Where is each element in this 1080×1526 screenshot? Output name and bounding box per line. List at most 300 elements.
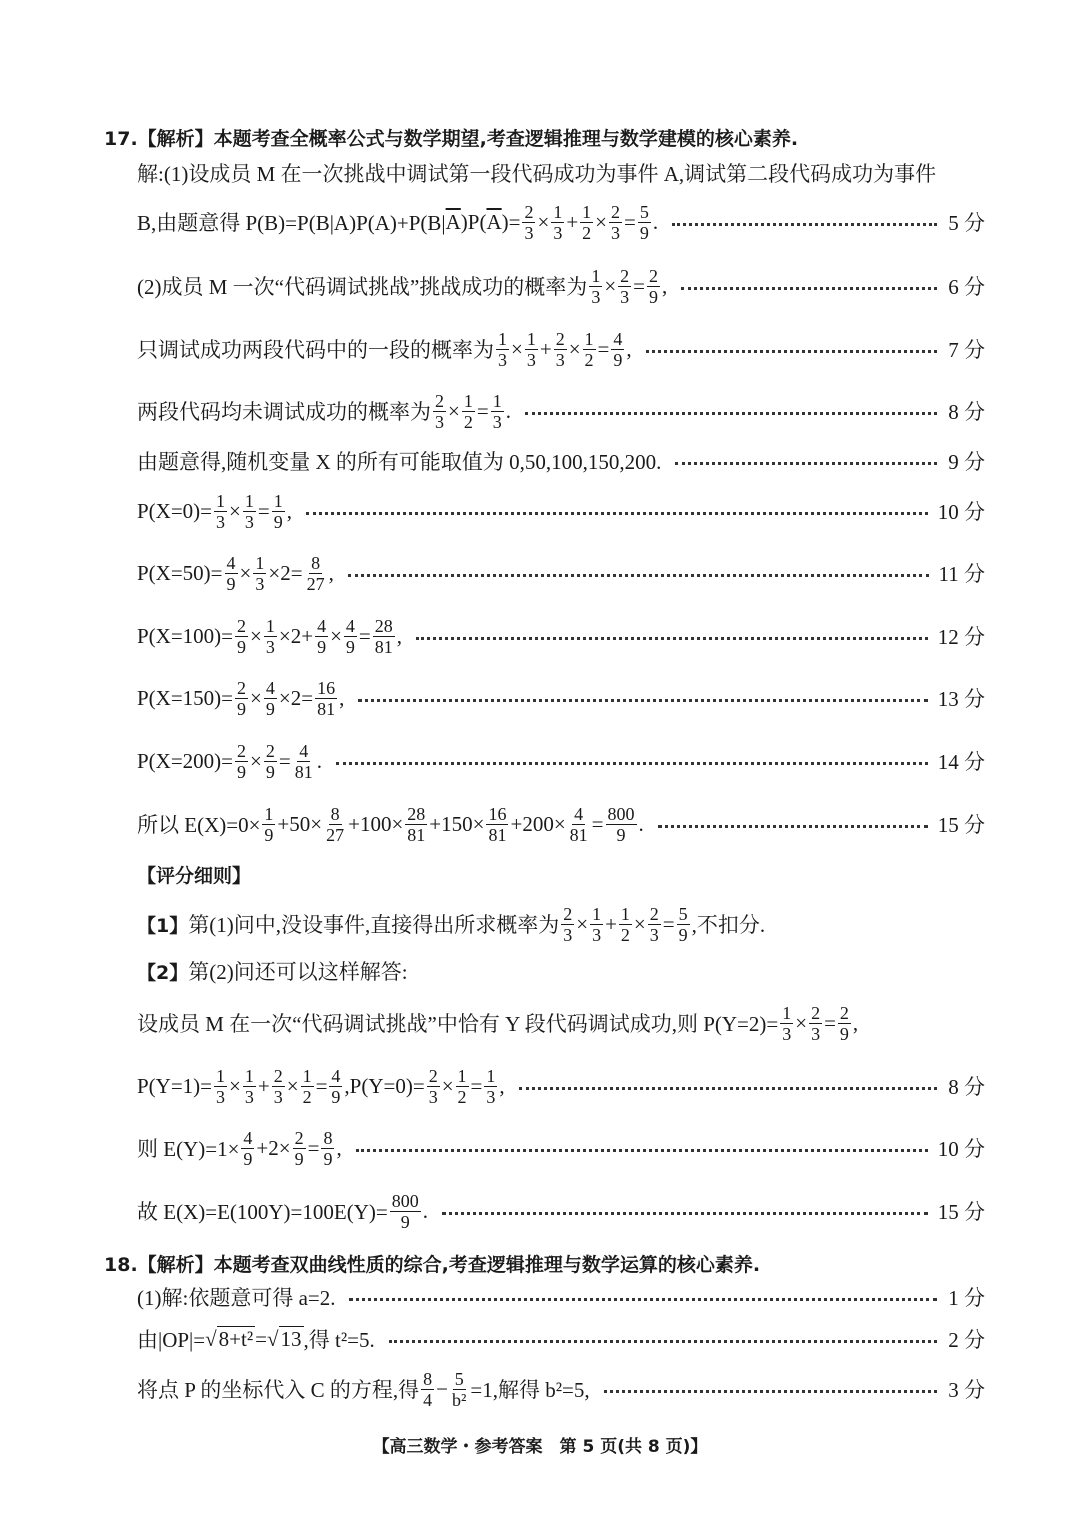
answer-line — [137, 324, 985, 374]
text-segment: P(X=100)= — [137, 623, 234, 648]
numerator: 1 — [620, 903, 630, 924]
text-segment: 所以 E(X)=0× — [137, 813, 261, 837]
text-segment: . — [638, 811, 644, 836]
dotted-leader — [348, 574, 929, 577]
denominator: 3 — [498, 349, 507, 370]
numerator: 1 — [486, 1065, 496, 1086]
text-segment: ×2+ — [278, 623, 314, 648]
denominator: 3 — [486, 1086, 496, 1107]
denominator: 9 — [613, 349, 623, 370]
answer-line — [137, 799, 985, 849]
denominator: 3 — [620, 286, 630, 307]
text-segment: =1,解得 b²=5, — [470, 1378, 590, 1402]
numerator: 5 — [454, 1368, 464, 1389]
fraction — [344, 616, 357, 657]
text-segment: × — [229, 498, 241, 523]
numerator: 2 — [839, 1002, 849, 1023]
denominator: 3 — [216, 511, 226, 532]
fraction — [580, 202, 593, 243]
numerator: 2 — [649, 903, 659, 924]
score-label: 10 分 — [937, 500, 985, 524]
denominator: 81 — [488, 824, 507, 845]
line-content — [137, 446, 661, 476]
score-label: 1 分 — [948, 1286, 985, 1310]
denominator: 9 — [264, 824, 274, 845]
line-content — [137, 678, 344, 719]
denominator: 3 — [563, 924, 573, 945]
text-segment: 设成员 M 在一次“代码调试挑战”中恰有 Y 段代码调试成功,则 P(Y=2)= — [137, 1012, 779, 1036]
fraction — [235, 678, 248, 719]
text-segment: − — [436, 1376, 448, 1401]
fraction — [450, 1369, 468, 1410]
text-segment: , — [626, 336, 632, 361]
line-content — [137, 1003, 858, 1044]
line-content — [104, 124, 798, 151]
text-segment: 两段代码均未调试成功的概率为 — [137, 400, 431, 424]
text-segment: = — [662, 911, 675, 936]
denominator: 9 — [226, 573, 236, 594]
fraction — [554, 329, 567, 370]
fraction — [264, 678, 277, 719]
line-content — [137, 741, 322, 782]
numerator: 1 — [584, 328, 594, 349]
denominator: 2 — [463, 411, 473, 432]
text-segment: = — [476, 398, 489, 423]
text-segment: , — [396, 623, 402, 648]
denominator: 2 — [457, 1086, 467, 1107]
denominator: 9 — [237, 636, 247, 657]
bold-label: 【评分细则】 — [137, 864, 252, 887]
answer-line — [137, 261, 985, 311]
score-label: 15 分 — [937, 813, 985, 837]
text-segment: , — [852, 1010, 859, 1035]
text-segment: = — [624, 209, 636, 234]
numerator: 28 — [407, 803, 426, 824]
text-segment: = — [307, 1135, 320, 1160]
fraction — [648, 904, 661, 945]
text-segment: + — [539, 336, 552, 361]
text-segment: × — [330, 623, 342, 648]
answer-line — [137, 1186, 985, 1236]
numerator: 2 — [294, 1127, 304, 1148]
line-content — [137, 553, 334, 594]
numerator: 5 — [639, 201, 649, 222]
numerator: 1 — [216, 1065, 226, 1086]
denominator: 9 — [345, 636, 355, 657]
answer-line — [137, 1123, 985, 1173]
denominator: 3 — [216, 1086, 226, 1107]
denominator: 81 — [317, 698, 336, 719]
fraction — [214, 1066, 227, 1107]
line-content — [137, 1324, 375, 1354]
numerator: 1 — [492, 390, 502, 411]
fraction — [583, 329, 596, 370]
fraction — [329, 1066, 342, 1107]
text-segment: × — [795, 1010, 808, 1035]
text-segment: × — [576, 911, 589, 936]
fraction — [243, 491, 256, 532]
fraction — [264, 741, 277, 782]
fraction — [241, 1128, 254, 1169]
answer-line — [137, 1061, 985, 1111]
text-segment: 17.【解析】本题考查全概率公式与数学期望,考查逻辑推理与数学建模的核心素养. — [104, 127, 799, 150]
line-content — [137, 329, 632, 370]
denominator: 2 — [584, 349, 594, 370]
answer-line — [137, 1314, 985, 1364]
text-segment: . — [422, 1198, 428, 1223]
fraction — [324, 804, 346, 845]
fraction — [638, 202, 651, 243]
text-segment: × — [250, 685, 262, 710]
denominator: 81 — [569, 824, 588, 845]
numerator: 1 — [244, 490, 254, 511]
text-segment: + — [605, 911, 617, 936]
text-segment: +2× — [256, 1135, 291, 1160]
text-segment: = — [255, 1326, 267, 1351]
denominator: 3 — [428, 1086, 438, 1107]
score-label: 11 分 — [938, 562, 985, 586]
fraction — [315, 616, 328, 657]
line-content — [137, 491, 292, 532]
numerator: 2 — [435, 390, 444, 411]
answer-line — [137, 946, 985, 996]
denominator: 3 — [526, 349, 536, 370]
fraction — [618, 266, 631, 307]
fraction — [462, 391, 475, 432]
radical-sign-icon: √ — [205, 1326, 217, 1351]
denominator: 9 — [237, 698, 247, 719]
text-segment: = — [278, 748, 291, 773]
denominator: 3 — [555, 349, 565, 370]
text-segment: 第(1)问中,没设事件,直接得出所求概率为 — [188, 913, 560, 937]
numerator: 8 — [423, 1368, 433, 1389]
denominator: 9 — [265, 698, 275, 719]
denominator: 4 — [423, 1389, 433, 1410]
answer-line — [137, 386, 985, 436]
denominator: 3 — [492, 411, 502, 432]
dotted-leader — [519, 1087, 937, 1090]
line-content — [137, 1191, 428, 1232]
text-segment: P(X=150)= — [137, 685, 234, 710]
denominator: 9 — [678, 924, 688, 945]
denominator: 27 — [326, 824, 345, 845]
line-content — [137, 861, 251, 888]
text-segment: = — [591, 811, 604, 836]
numerator: 2 — [273, 1065, 283, 1086]
line-content — [137, 158, 985, 188]
text-segment: P(X=0)= — [137, 498, 213, 523]
answer-line — [137, 1364, 985, 1414]
numerator: 1 — [526, 328, 536, 349]
denominator: 3 — [611, 222, 621, 243]
denominator: 3 — [782, 1023, 792, 1044]
numerator: 2 — [811, 1002, 821, 1023]
text-segment: 解:(1)设成员 M 在一次挑战中调试第一段代码成功为事件 A,调试第二段代码成功为事件 — [137, 162, 937, 186]
text-segment: 由题意得,随机变量 X 的所有可能取值为 0,50,100,150,200. — [137, 450, 662, 474]
text-segment: × — [448, 398, 460, 423]
text-segment: × — [250, 748, 262, 773]
numerator: 1 — [216, 490, 226, 511]
fraction — [373, 616, 395, 657]
text-segment: (2)成员 M 一次“代码调试挑战”挑战成功的概率为 — [137, 275, 588, 299]
text-segment: . — [652, 209, 659, 234]
text-segment: ,不扣分. — [691, 913, 766, 937]
denominator: 9 — [331, 1086, 341, 1107]
text-segment: × — [286, 1073, 299, 1098]
text-segment: 将点 P 的坐标代入 C 的方程,得 — [137, 1378, 420, 1402]
numerator: 2 — [237, 740, 247, 761]
text-segment: = — [470, 1073, 483, 1098]
denominator: 9 — [649, 286, 658, 307]
line-content — [137, 616, 402, 657]
text-segment: = — [358, 623, 371, 648]
denominator: 9 — [317, 636, 327, 657]
dotted-leader — [306, 512, 928, 515]
numerator: 1 — [265, 615, 275, 636]
fraction — [405, 804, 427, 845]
numerator: 1 — [255, 552, 265, 573]
denominator: 3 — [273, 1086, 283, 1107]
numerator: 4 — [299, 740, 309, 761]
numerator: 1 — [498, 328, 507, 349]
text-segment: (1)解:依题意可得 a=2. — [137, 1286, 336, 1310]
text-segment: 故 E(X)=E(100Y)=100E(Y)= — [137, 1200, 388, 1224]
square-root — [205, 1326, 255, 1352]
answer-line — [137, 611, 985, 661]
dotted-leader — [675, 462, 937, 465]
text-segment: 只调试成功两段代码中的一段的概率为 — [137, 338, 494, 362]
denominator: 9 — [616, 824, 626, 845]
text-segment: . — [316, 748, 322, 773]
numerator: 1 — [302, 1065, 312, 1086]
denominator: 3 — [265, 636, 275, 657]
numerator: 1 — [244, 1065, 254, 1086]
denominator: 81 — [294, 761, 313, 782]
line-content — [137, 1282, 335, 1312]
text-segment: +200× — [510, 811, 566, 836]
text-segment: 18.【解析】本题考查双曲线性质的综合,考查逻辑推理与数学运算的核心素养. — [104, 1253, 761, 1276]
numerator: 800 — [607, 803, 635, 824]
answer-line — [137, 899, 985, 949]
bold-label: 【1】 — [137, 914, 189, 937]
text-segment: , — [328, 560, 334, 585]
dotted-leader — [646, 350, 937, 353]
denominator: 3 — [592, 924, 602, 945]
overline-symbol: $\overline{A}$ — [445, 209, 461, 234]
denominator: 27 — [306, 573, 325, 594]
text-segment: × — [595, 209, 608, 234]
text-segment: P(X=200)= — [137, 748, 234, 773]
dotted-leader — [604, 1390, 937, 1393]
text-segment: × — [604, 273, 617, 298]
line-content — [137, 266, 667, 307]
numerator: 1 — [592, 903, 602, 924]
radicand: 13 — [280, 1327, 302, 1351]
radical-sign-icon: √ — [266, 1326, 279, 1351]
fraction — [496, 329, 509, 370]
score-label: 12 分 — [937, 625, 985, 649]
numerator: 2 — [237, 677, 247, 698]
fraction — [606, 804, 637, 845]
numerator: 1 — [264, 803, 274, 824]
numerator: 16 — [488, 803, 507, 824]
fraction — [589, 266, 602, 307]
text-segment: = — [633, 273, 645, 298]
fraction — [214, 491, 227, 532]
score-label: 15 分 — [937, 1200, 985, 1224]
numerator: 2 — [428, 1065, 438, 1086]
denominator: 9 — [265, 761, 275, 782]
text-segment: . — [505, 398, 511, 423]
numerator: 4 — [574, 803, 584, 824]
denominator: 3 — [591, 286, 601, 307]
text-segment: × — [229, 1073, 241, 1098]
denominator: 3 — [649, 924, 659, 945]
denominator: 2 — [620, 924, 630, 945]
fraction — [780, 1003, 793, 1044]
dotted-leader — [356, 1149, 928, 1152]
text-segment: × — [633, 911, 646, 936]
text-segment: +150× — [429, 811, 485, 836]
fraction — [301, 1066, 314, 1107]
line-content — [137, 904, 765, 945]
numerator: 28 — [374, 615, 393, 636]
numerator: 1 — [463, 390, 473, 411]
denominator: 9 — [294, 1148, 304, 1169]
numerator: 2 — [620, 265, 630, 286]
answer-line — [137, 998, 985, 1048]
line-content — [137, 202, 658, 243]
text-segment: ,P(Y=0)= — [344, 1073, 425, 1098]
answer-line — [137, 148, 985, 198]
fraction — [568, 804, 590, 845]
score-label: 5 分 — [948, 211, 985, 235]
text-segment: = — [824, 1010, 836, 1035]
numerator: 4 — [345, 615, 355, 636]
numerator: 2 — [265, 740, 275, 761]
answer-line — [137, 197, 985, 247]
fraction — [486, 804, 508, 845]
text-segment: B,由题意得 P(B)=P(B|A)P(A)+P(B| — [137, 211, 446, 235]
text-segment: × — [568, 336, 581, 361]
fraction — [838, 1003, 851, 1044]
fraction — [590, 904, 603, 945]
answer-line — [137, 436, 985, 486]
text-segment: 第(2)问还可以这样解答: — [188, 960, 408, 984]
denominator: 2 — [302, 1086, 312, 1107]
dotted-leader — [336, 762, 928, 765]
numerator: 8 — [323, 1127, 333, 1148]
text-segment: × — [239, 560, 252, 585]
radicand: 8+t² — [218, 1327, 254, 1351]
text-segment: = — [315, 1073, 328, 1098]
denominator: 81 — [374, 636, 393, 657]
fraction — [321, 1128, 334, 1169]
numerator: 16 — [317, 677, 336, 698]
fraction — [264, 616, 277, 657]
score-label: 14 分 — [937, 750, 985, 774]
numerator: 4 — [226, 552, 236, 573]
text-segment: )P( — [460, 209, 487, 234]
numerator: 4 — [331, 1065, 341, 1086]
dotted-leader — [672, 223, 937, 226]
numerator: 1 — [553, 201, 563, 222]
denominator: 9 — [839, 1023, 849, 1044]
numerator: 2 — [563, 903, 573, 924]
line-content — [137, 1066, 505, 1107]
score-label: 2 分 — [948, 1328, 985, 1352]
denominator: 3 — [244, 1086, 254, 1107]
fraction — [305, 553, 327, 594]
answer-line — [137, 548, 985, 598]
numerator: 4 — [265, 677, 275, 698]
fraction — [293, 1128, 306, 1169]
score-label: 8 分 — [948, 400, 985, 424]
denominator: 81 — [407, 824, 426, 845]
numerator: 2 — [237, 615, 247, 636]
denominator: 3 — [435, 411, 444, 432]
answer-line — [137, 486, 985, 536]
answer-line — [137, 736, 985, 786]
numerator: 4 — [613, 328, 623, 349]
bold-label: 【2】 — [137, 961, 189, 984]
dotted-leader — [525, 412, 937, 415]
line-content — [137, 956, 408, 986]
numerator: 1 — [457, 1065, 467, 1086]
fraction — [293, 741, 315, 782]
fraction — [433, 391, 446, 432]
fraction — [525, 329, 538, 370]
score-label: 8 分 — [948, 1075, 985, 1099]
fraction — [390, 1191, 421, 1232]
denominator: 9 — [400, 1211, 410, 1232]
denominator: 3 — [524, 222, 534, 243]
numerator: 2 — [649, 265, 658, 286]
denominator: 9 — [273, 511, 283, 532]
score-label: 7 分 — [948, 338, 985, 362]
score-label: 3 分 — [948, 1378, 985, 1402]
denominator: 9 — [243, 1148, 253, 1169]
fraction — [484, 1066, 497, 1107]
line-content — [137, 804, 644, 845]
text-segment: , — [339, 685, 345, 710]
text-segment: × — [537, 209, 550, 234]
denominator: 3 — [811, 1023, 821, 1044]
line-content — [137, 1128, 342, 1169]
dotted-leader — [349, 1298, 937, 1301]
text-segment: 由|OP|= — [137, 1328, 206, 1352]
dotted-leader — [442, 1212, 928, 1215]
text-segment: × — [441, 1073, 454, 1098]
fraction — [235, 616, 248, 657]
numerator: 2 — [524, 201, 534, 222]
text-segment: × — [511, 336, 523, 361]
text-segment: ,得 t²=5. — [303, 1328, 375, 1352]
denominator: 3 — [553, 222, 563, 243]
answer-line — [137, 849, 985, 899]
numerator: 8 — [330, 803, 340, 824]
dotted-leader — [416, 637, 928, 640]
dotted-leader — [681, 287, 937, 290]
denominator: 9 — [639, 222, 649, 243]
fraction — [677, 904, 690, 945]
fraction — [427, 1066, 440, 1107]
denominator: 2 — [582, 222, 592, 243]
score-label: 9 分 — [948, 450, 985, 474]
dotted-leader — [389, 1340, 937, 1343]
line-content — [137, 391, 511, 432]
denominator: 9 — [323, 1148, 333, 1169]
